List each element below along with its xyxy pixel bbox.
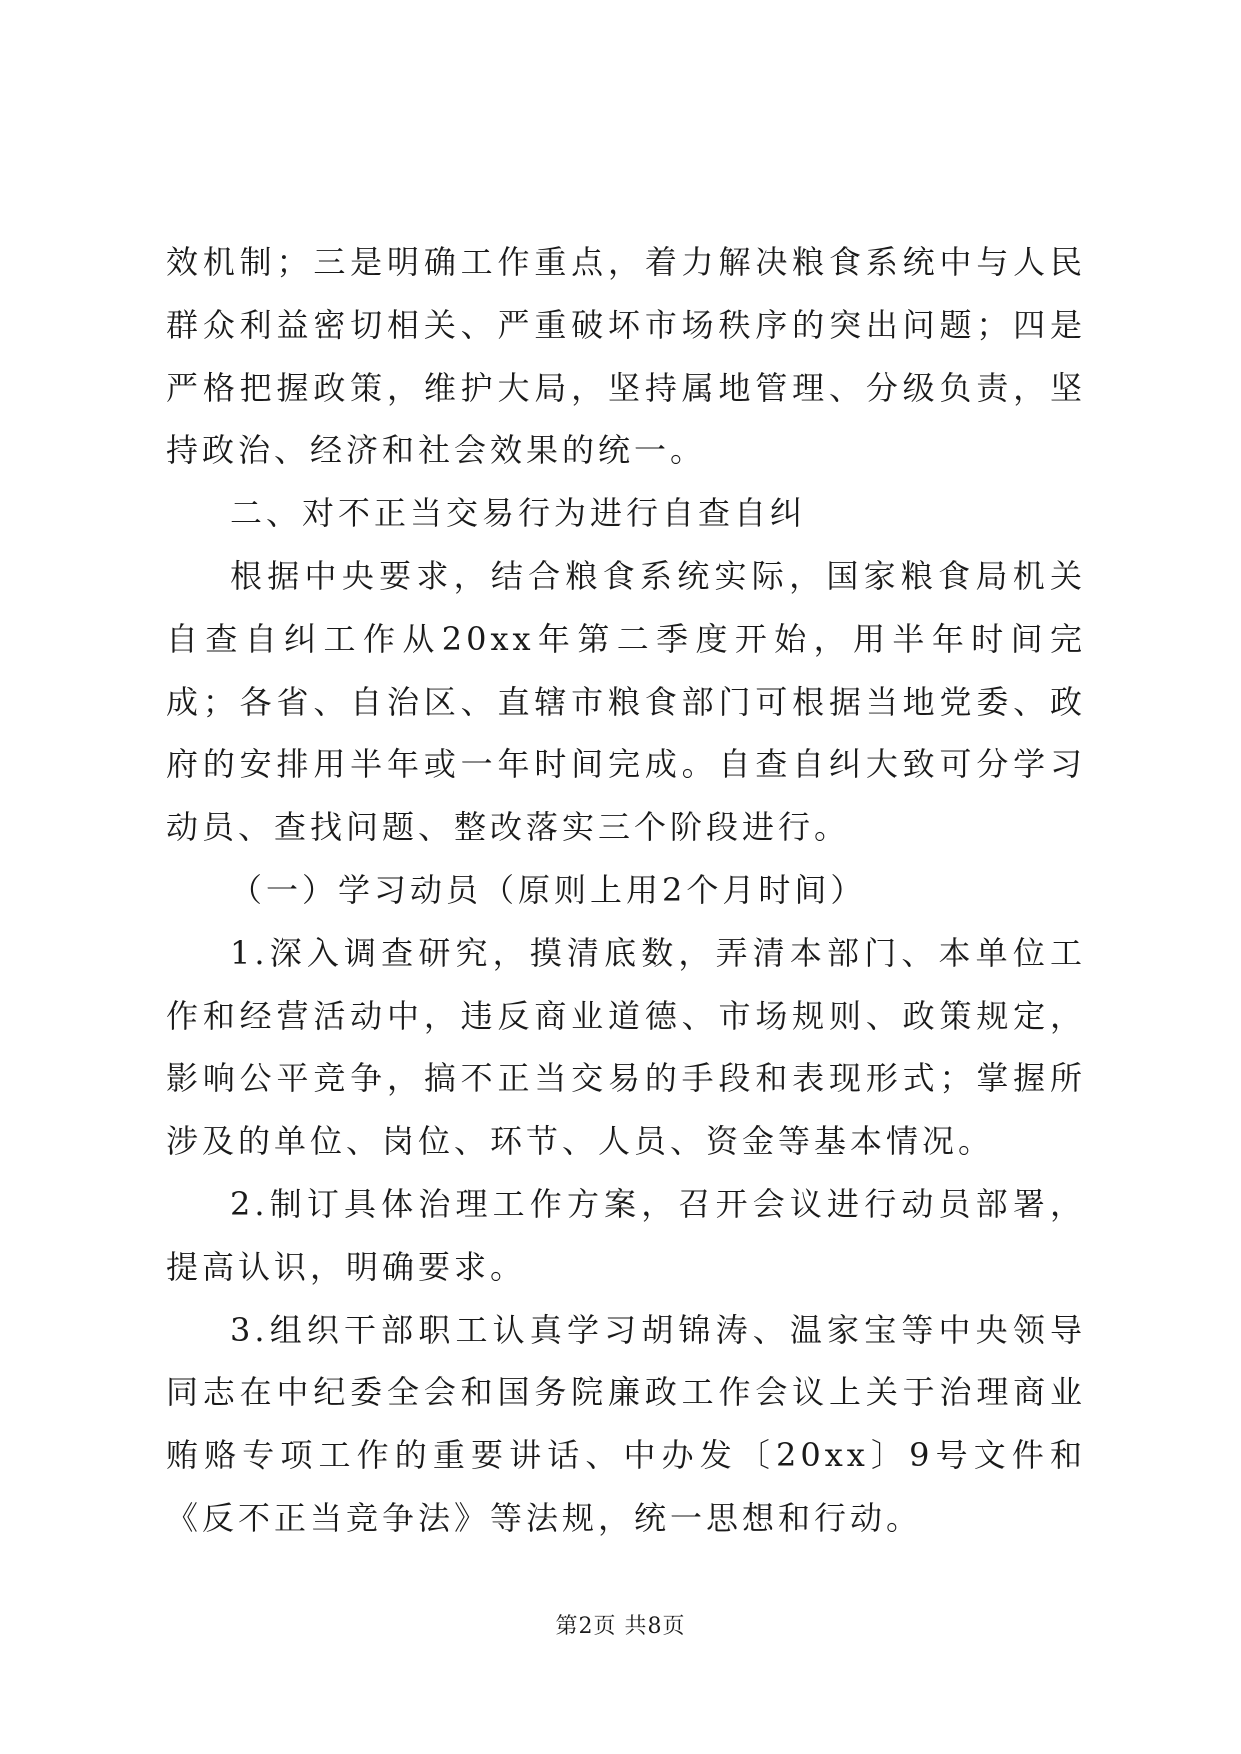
list-item-1: 1.深入调查研究，摸清底数，弄清本部门、本单位工作和经营活动中，违反商业道德、市场规则、政策规定，影响公平竞争，搞不正当交易的手段和表现形式；掌握所涉及的单位、岗位、环节、人员、资金等基本情况。 — [166, 933, 1086, 1161]
page-footer: 第2页 共8页 — [555, 1614, 686, 1639]
list-item-2: 2.制订具体治理工作方案，召开会议进行动员部署，提高认识，明确要求。 — [166, 1184, 1086, 1286]
subsection-heading-one: （一）学习动员（原则上用2个月时间） — [230, 870, 867, 909]
list-item-3: 3.组织干部职工认真学习胡锦涛、温家宝等中央领导同志在中纪委全会和国务院廉政工作会议上关于治理商业贿赂专项工作的重要讲话、中办发〔20xx〕9号文件和《反不正当竞争法》等法规，统一思想和行动。 — [166, 1310, 1086, 1537]
section-heading-two: 二、对不正当交易行为进行自查自纠 — [230, 494, 807, 533]
document-body — [166, 231, 1086, 1550]
paragraph-self-check: 根据中央要求，结合粮食系统实际，国家粮食局机关自查自纠工作从20xx年第二季度开始，用半年时间完成；各省、自治区、直辖市粮食部门可根据当地党委、政府的安排用半年或一年时间完成。自查自纠大致可分学习动员、查找问题、整改落实三个阶段进行。 — [166, 556, 1086, 847]
paragraph-continuation: 效机制；三是明确工作重点，着力解决粮食系统中与人民群众利益密切相关、严重破坏市场秩序的突出问题；四是严格把握政策，维护大局，坚持属地管理、分级负责，坚持政治、经济和社会效果的统一。 — [166, 243, 1086, 470]
